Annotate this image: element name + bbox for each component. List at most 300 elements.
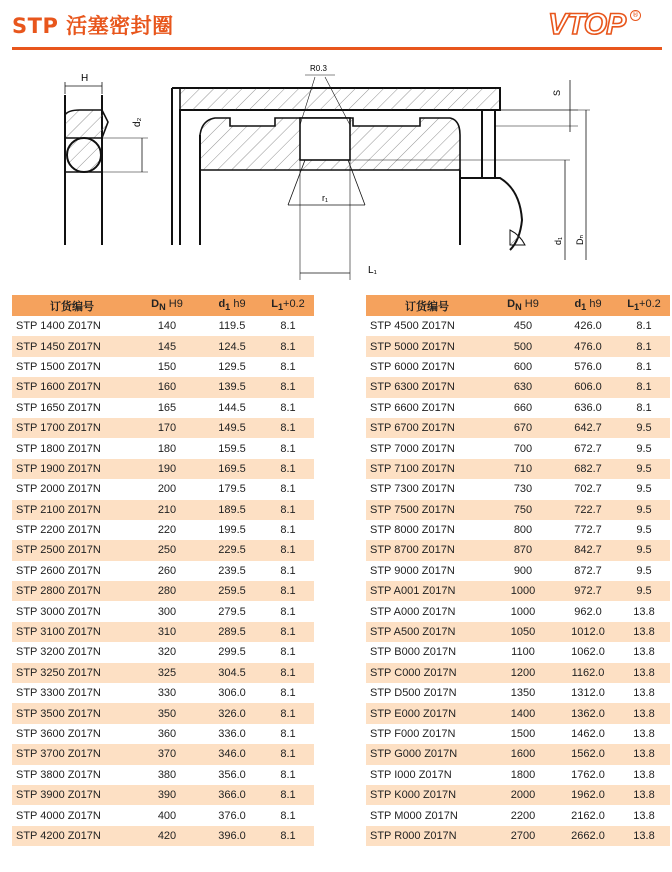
title-rule: [12, 47, 662, 50]
cell-order-code: STP 1450 Z017N: [12, 336, 132, 356]
table-row: [12, 724, 314, 744]
cell-d1: 1362.0: [558, 703, 618, 723]
table-row: [366, 459, 670, 479]
cell-order-code: STP I000 Z017N: [370, 768, 452, 781]
cell-l1: 8.1: [280, 442, 296, 455]
table-row: [12, 520, 314, 540]
cell-l1: 8.1: [280, 605, 296, 618]
header-d1-main: d: [218, 298, 226, 311]
cell-order-code: STP 6000 Z017N: [370, 360, 455, 373]
cell-dn: 320: [157, 646, 177, 659]
cell-l1: 9.5: [636, 483, 652, 496]
cell-l1: 8.1: [262, 500, 314, 520]
table-row: [12, 765, 314, 785]
cell-l1: 8.1: [280, 524, 296, 537]
cell-l1: 13.8: [633, 809, 655, 822]
cell-l1: 8.1: [262, 785, 314, 805]
cell-dn: 150: [157, 360, 177, 373]
cell-dn: 180: [157, 442, 177, 455]
cell-l1: 8.1: [262, 622, 314, 642]
header-l1: [262, 295, 314, 316]
cell-l1: 13.8: [633, 646, 655, 659]
cell-dn: 400: [157, 809, 177, 822]
cell-order-code: STP G000 Z017N: [366, 744, 488, 764]
spec-table-left: [12, 295, 314, 846]
cell-l1: 13.8: [633, 728, 655, 740]
cell-l1: 9.5: [636, 564, 652, 577]
cell-d1: 606.0: [558, 377, 618, 397]
cell-d1: 972.7: [558, 581, 618, 601]
cell-d1: 636.0: [574, 401, 602, 414]
cell-dn: 1500: [510, 728, 536, 740]
cell-dn: 160: [132, 377, 202, 397]
cell-order-code: STP 9000 Z017N: [370, 564, 455, 577]
cell-l1: 8.1: [262, 540, 314, 560]
table-header-row: [366, 295, 670, 316]
cell-d1: 2162.0: [571, 809, 605, 822]
cell-d1: 139.5: [202, 377, 262, 397]
label-r03: R0.3: [310, 64, 327, 73]
cell-l1: 8.1: [280, 564, 296, 577]
header-dn-main: D: [151, 298, 160, 311]
cell-d1: 1312.0: [571, 687, 605, 700]
housing-section: [172, 75, 590, 280]
table-row: [366, 805, 670, 825]
table-row: [366, 622, 670, 642]
cell-d1: 1162.0: [558, 663, 618, 683]
table-row: [366, 663, 670, 683]
registered-mark: ®: [632, 11, 639, 19]
header-dn: [132, 295, 202, 316]
cell-order-code: STP 7000 Z017N: [370, 442, 455, 455]
table-row: [12, 581, 314, 601]
header-d1-tail: h9: [230, 298, 246, 311]
cell-dn: 325: [132, 663, 202, 683]
cell-dn: 165: [157, 401, 177, 414]
cell-order-code: STP 2100 Z017N: [12, 500, 132, 520]
cell-d1: 962.0: [574, 605, 602, 618]
cell-l1: 8.1: [280, 646, 296, 659]
header-l1-sub: 1: [277, 302, 284, 313]
cell-dn: 1800: [510, 768, 536, 781]
cell-d1: 306.0: [218, 687, 246, 700]
cell-l1: 8.1: [280, 360, 296, 373]
cell-d1: 239.5: [218, 564, 246, 577]
cell-order-code: STP 1500 Z017N: [16, 360, 101, 373]
table-row: [12, 683, 314, 703]
table-row: [366, 724, 670, 744]
header-dn: [488, 295, 558, 316]
header-order-code: 订货编号: [12, 295, 132, 316]
cell-order-code: STP B000 Z017N: [370, 646, 457, 659]
cell-order-code: STP 1650 Z017N: [16, 401, 101, 414]
cell-d1: 772.7: [574, 524, 602, 537]
table-row: [366, 398, 670, 418]
cell-dn: 1400: [488, 703, 558, 723]
cell-dn: 870: [488, 540, 558, 560]
label-d1: d₁: [553, 236, 563, 245]
cell-l1: 13.8: [618, 703, 670, 723]
cell-order-code: STP 6700 Z017N: [366, 418, 488, 438]
cell-order-code: STP 1700 Z017N: [12, 418, 132, 438]
cell-l1: 13.8: [618, 744, 670, 764]
cell-d1: 872.7: [574, 564, 602, 577]
table-row: [366, 418, 670, 438]
table-row: [12, 316, 314, 336]
seal-cross-section-drawing: [30, 60, 610, 285]
cell-order-code: STP 3600 Z017N: [16, 728, 101, 740]
table-row: [366, 520, 670, 540]
cell-order-code: STP 3200 Z017N: [16, 646, 101, 659]
cell-dn: 310: [132, 622, 202, 642]
cell-order-code: STP 3900 Z017N: [12, 785, 132, 805]
cell-order-code: STP 6300 Z017N: [366, 377, 488, 397]
cell-d1: 299.5: [218, 646, 246, 659]
cell-d1: 144.5: [218, 401, 246, 414]
cell-dn: 700: [513, 442, 533, 455]
cell-order-code: STP A500 Z017N: [366, 622, 488, 642]
cell-l1: 8.1: [262, 581, 314, 601]
table-row: [12, 744, 314, 764]
table-row: [12, 500, 314, 520]
cell-l1: 9.5: [618, 459, 670, 479]
cell-l1: 9.5: [618, 418, 670, 438]
cell-order-code: STP 8000 Z017N: [370, 524, 455, 537]
header-dn-tail: H9: [165, 298, 183, 311]
cell-dn: 670: [488, 418, 558, 438]
table-row: [366, 377, 670, 397]
spec-table-right: [366, 295, 670, 846]
table-row: [12, 459, 314, 479]
cell-l1: 8.1: [618, 377, 670, 397]
cell-d1: 229.5: [202, 540, 262, 560]
cell-order-code: STP 7300 Z017N: [370, 483, 455, 496]
header-dn-main: D: [507, 298, 516, 311]
cell-d1: 476.0: [558, 336, 618, 356]
cell-l1: 8.1: [262, 459, 314, 479]
cell-l1: 13.8: [633, 768, 655, 781]
table-row: [12, 398, 314, 418]
cell-l1: 13.8: [633, 687, 655, 700]
table-row: [366, 479, 670, 499]
cell-dn: 660: [513, 401, 533, 414]
header-l1-tail: +0.2: [283, 298, 305, 311]
table-row: [12, 540, 314, 560]
table-row: [366, 765, 670, 785]
cell-d1: 1962.0: [558, 785, 618, 805]
cell-d1: 119.5: [218, 320, 246, 333]
cell-d1: 179.5: [218, 483, 246, 496]
cell-l1: 8.1: [262, 703, 314, 723]
cell-dn: 2000: [488, 785, 558, 805]
cell-dn: 1050: [488, 622, 558, 642]
cell-l1: 8.1: [280, 728, 296, 740]
cell-order-code: STP 6600 Z017N: [370, 401, 455, 414]
cell-dn: 1100: [511, 646, 535, 659]
cell-l1: 9.5: [636, 442, 652, 455]
table-row: [366, 561, 670, 581]
cell-dn: 600: [513, 360, 533, 373]
cell-d1: 304.5: [202, 663, 262, 683]
cell-l1: 13.8: [633, 605, 655, 618]
cell-order-code: STP 1600 Z017N: [12, 377, 132, 397]
cell-dn: 145: [132, 336, 202, 356]
cell-l1: 13.8: [618, 622, 670, 642]
cell-order-code: STP 1900 Z017N: [12, 459, 132, 479]
cell-dn: 210: [132, 500, 202, 520]
cell-d1: 129.5: [218, 360, 246, 373]
cell-dn: 1000: [510, 605, 536, 618]
header-order-code: 订货编号: [366, 295, 488, 316]
cell-l1: 8.1: [262, 336, 314, 356]
table-row: [366, 642, 670, 662]
cell-order-code: STP 3000 Z017N: [16, 605, 101, 618]
header-d1: [558, 295, 618, 316]
table-row: [366, 540, 670, 560]
table-header-row: [12, 295, 314, 316]
cell-dn: 800: [513, 524, 533, 537]
cell-dn: 900: [513, 564, 533, 577]
cell-order-code: STP 3800 Z017N: [16, 768, 101, 781]
cell-order-code: STP 1800 Z017N: [16, 442, 101, 455]
cell-l1: 9.5: [618, 500, 670, 520]
cell-order-code: STP 3300 Z017N: [16, 687, 101, 700]
cell-d1: 1462.0: [571, 728, 605, 740]
cell-l1: 8.1: [262, 418, 314, 438]
table-row: [12, 785, 314, 805]
cell-l1: 8.1: [280, 809, 296, 822]
cell-d1: 149.5: [202, 418, 262, 438]
header-dn-sub: N: [159, 302, 166, 313]
cell-order-code: STP 5000 Z017N: [366, 336, 488, 356]
header-l1-main: L: [627, 298, 634, 311]
page-title: STP 活塞密封圈: [12, 14, 174, 38]
cell-order-code: STP 2200 Z017N: [16, 524, 101, 537]
cell-dn: 420: [132, 826, 202, 846]
cell-d1: 672.7: [574, 442, 602, 455]
cell-dn: 2700: [488, 826, 558, 846]
cell-d1: 682.7: [558, 459, 618, 479]
cell-dn: 500: [488, 336, 558, 356]
cell-order-code: STP 4000 Z017N: [16, 809, 101, 822]
cell-d1: 426.0: [574, 320, 602, 333]
cell-dn: 170: [132, 418, 202, 438]
cell-l1: 9.5: [618, 540, 670, 560]
cell-l1: 8.1: [262, 663, 314, 683]
cell-l1: 8.1: [636, 320, 652, 333]
cell-order-code: STP 2500 Z017N: [12, 540, 132, 560]
table-row: [366, 336, 670, 356]
label-s: S: [552, 89, 562, 96]
cell-dn: 450: [513, 320, 533, 333]
table-row: [12, 826, 314, 846]
cell-d1: 1062.0: [571, 646, 605, 659]
cell-d1: 722.7: [558, 500, 618, 520]
cell-d1: 189.5: [202, 500, 262, 520]
cell-dn: 360: [157, 728, 177, 740]
table-row: [366, 438, 670, 458]
header-l1-tail: +0.2: [639, 298, 661, 311]
table-row: [12, 805, 314, 825]
cell-dn: 1600: [488, 744, 558, 764]
cell-order-code: STP M000 Z017N: [370, 809, 458, 822]
cell-d1: 396.0: [202, 826, 262, 846]
cell-l1: 8.1: [636, 401, 652, 414]
cell-d1: 336.0: [218, 728, 246, 740]
table-row: [366, 826, 670, 846]
cell-order-code: STP K000 Z017N: [366, 785, 488, 805]
cell-dn: 1200: [488, 663, 558, 683]
table-row: [366, 357, 670, 377]
cell-d1: 159.5: [218, 442, 246, 455]
table-row: [366, 316, 670, 336]
cell-l1: 8.1: [262, 744, 314, 764]
cell-dn: 200: [157, 483, 177, 496]
cell-order-code: STP 1400 Z017N: [16, 320, 101, 333]
cell-d1: 2662.0: [558, 826, 618, 846]
cell-dn: 1350: [510, 687, 536, 700]
table-row: [12, 642, 314, 662]
cell-d1: 1562.0: [558, 744, 618, 764]
cell-order-code: STP 3500 Z017N: [12, 703, 132, 723]
cell-d1: 124.5: [202, 336, 262, 356]
cell-dn: 1000: [488, 581, 558, 601]
cell-l1: 9.5: [636, 524, 652, 537]
table-row: [12, 357, 314, 377]
cell-order-code: STP 7500 Z017N: [366, 500, 488, 520]
cell-d1: 366.0: [202, 785, 262, 805]
cell-order-code: STP 3700 Z017N: [12, 744, 132, 764]
header-dn-tail: H9: [521, 298, 539, 311]
label-l1: L₁: [368, 265, 377, 276]
cell-order-code: STP A000 Z017N: [370, 605, 456, 618]
table-row: [366, 581, 670, 601]
cell-dn: 260: [157, 564, 177, 577]
cell-l1: 13.8: [618, 785, 670, 805]
cell-l1: 8.1: [280, 687, 296, 700]
cell-d1: 642.7: [558, 418, 618, 438]
cell-order-code: STP 2000 Z017N: [16, 483, 101, 496]
header-l1: [618, 295, 670, 316]
cell-d1: 842.7: [558, 540, 618, 560]
table-row: [12, 663, 314, 683]
cell-l1: 13.8: [618, 826, 670, 846]
table-row: [12, 601, 314, 621]
table-row: [12, 703, 314, 723]
cell-d1: 356.0: [218, 768, 246, 781]
cell-l1: 13.8: [618, 663, 670, 683]
cell-l1: 8.1: [280, 768, 296, 781]
cell-order-code: STP 3250 Z017N: [12, 663, 132, 683]
cell-order-code: STP 4500 Z017N: [370, 320, 455, 333]
cell-d1: 199.5: [218, 524, 246, 537]
cell-order-code: STP A001 Z017N: [366, 581, 488, 601]
cell-l1: 8.1: [280, 401, 296, 414]
header-l1-sub: 1: [633, 302, 640, 313]
cell-d1: 169.5: [202, 459, 262, 479]
header-d1: [202, 295, 262, 316]
cell-dn: 370: [132, 744, 202, 764]
cell-order-code: STP 7100 Z017N: [366, 459, 488, 479]
table-row: [12, 561, 314, 581]
cell-order-code: STP 4200 Z017N: [12, 826, 132, 846]
table-row: [366, 703, 670, 723]
cell-d1: 279.5: [218, 605, 246, 618]
table-row: [12, 622, 314, 642]
cell-dn: 2200: [510, 809, 536, 822]
cell-l1: 8.1: [262, 377, 314, 397]
cell-d1: 702.7: [574, 483, 602, 496]
header-d1-sub: 1: [225, 302, 231, 313]
cell-d1: 1012.0: [558, 622, 618, 642]
cell-dn: 730: [513, 483, 533, 496]
cell-d1: 346.0: [202, 744, 262, 764]
cell-l1: 8.1: [618, 336, 670, 356]
cell-dn: 280: [132, 581, 202, 601]
cell-d1: 376.0: [218, 809, 246, 822]
cell-dn: 750: [488, 500, 558, 520]
cell-l1: 8.1: [280, 320, 296, 333]
header-d1-sub: 1: [581, 302, 587, 313]
cell-d1: 259.5: [202, 581, 262, 601]
label-h: H: [81, 73, 89, 84]
cell-order-code: STP F000 Z017N: [370, 728, 456, 740]
label-d2: d₂: [132, 117, 143, 127]
cell-l1: 8.1: [280, 483, 296, 496]
cell-l1: 8.1: [262, 826, 314, 846]
cell-order-code: STP D500 Z017N: [370, 687, 457, 700]
cell-order-code: STP R000 Z017N: [366, 826, 488, 846]
cell-dn: 630: [488, 377, 558, 397]
header-dn-sub: N: [515, 302, 522, 313]
cell-dn: 380: [157, 768, 177, 781]
cell-order-code: STP 2600 Z017N: [16, 564, 101, 577]
cell-dn: 190: [132, 459, 202, 479]
header-l1-main: L: [271, 298, 278, 311]
cell-d1: 1762.0: [571, 768, 605, 781]
table-row: [12, 418, 314, 438]
table-row: [366, 601, 670, 621]
cell-order-code: STP 3100 Z017N: [12, 622, 132, 642]
seal-profile: [65, 82, 148, 245]
table-row: [366, 785, 670, 805]
table-row: [366, 500, 670, 520]
table-row: [12, 336, 314, 356]
header-d1-tail: h9: [586, 298, 602, 311]
cell-dn: 140: [157, 320, 177, 333]
cell-d1: 289.5: [202, 622, 262, 642]
cell-dn: 300: [157, 605, 177, 618]
cell-dn: 710: [488, 459, 558, 479]
cell-order-code: STP C000 Z017N: [366, 663, 488, 683]
cell-l1: 8.1: [636, 360, 652, 373]
table-row: [12, 377, 314, 397]
cell-dn: 390: [132, 785, 202, 805]
cell-dn: 330: [157, 687, 177, 700]
header-d1-main: d: [574, 298, 582, 311]
cell-d1: 326.0: [202, 703, 262, 723]
table-row: [366, 744, 670, 764]
cell-order-code: STP 8700 Z017N: [366, 540, 488, 560]
table-row: [366, 683, 670, 703]
cell-l1: 9.5: [618, 581, 670, 601]
cell-order-code: STP 2800 Z017N: [12, 581, 132, 601]
cell-dn: 250: [132, 540, 202, 560]
cell-d1: 576.0: [574, 360, 602, 373]
cell-dn: 350: [132, 703, 202, 723]
label-r1: r₁: [322, 193, 329, 203]
label-dn: Dₙ: [575, 234, 585, 245]
